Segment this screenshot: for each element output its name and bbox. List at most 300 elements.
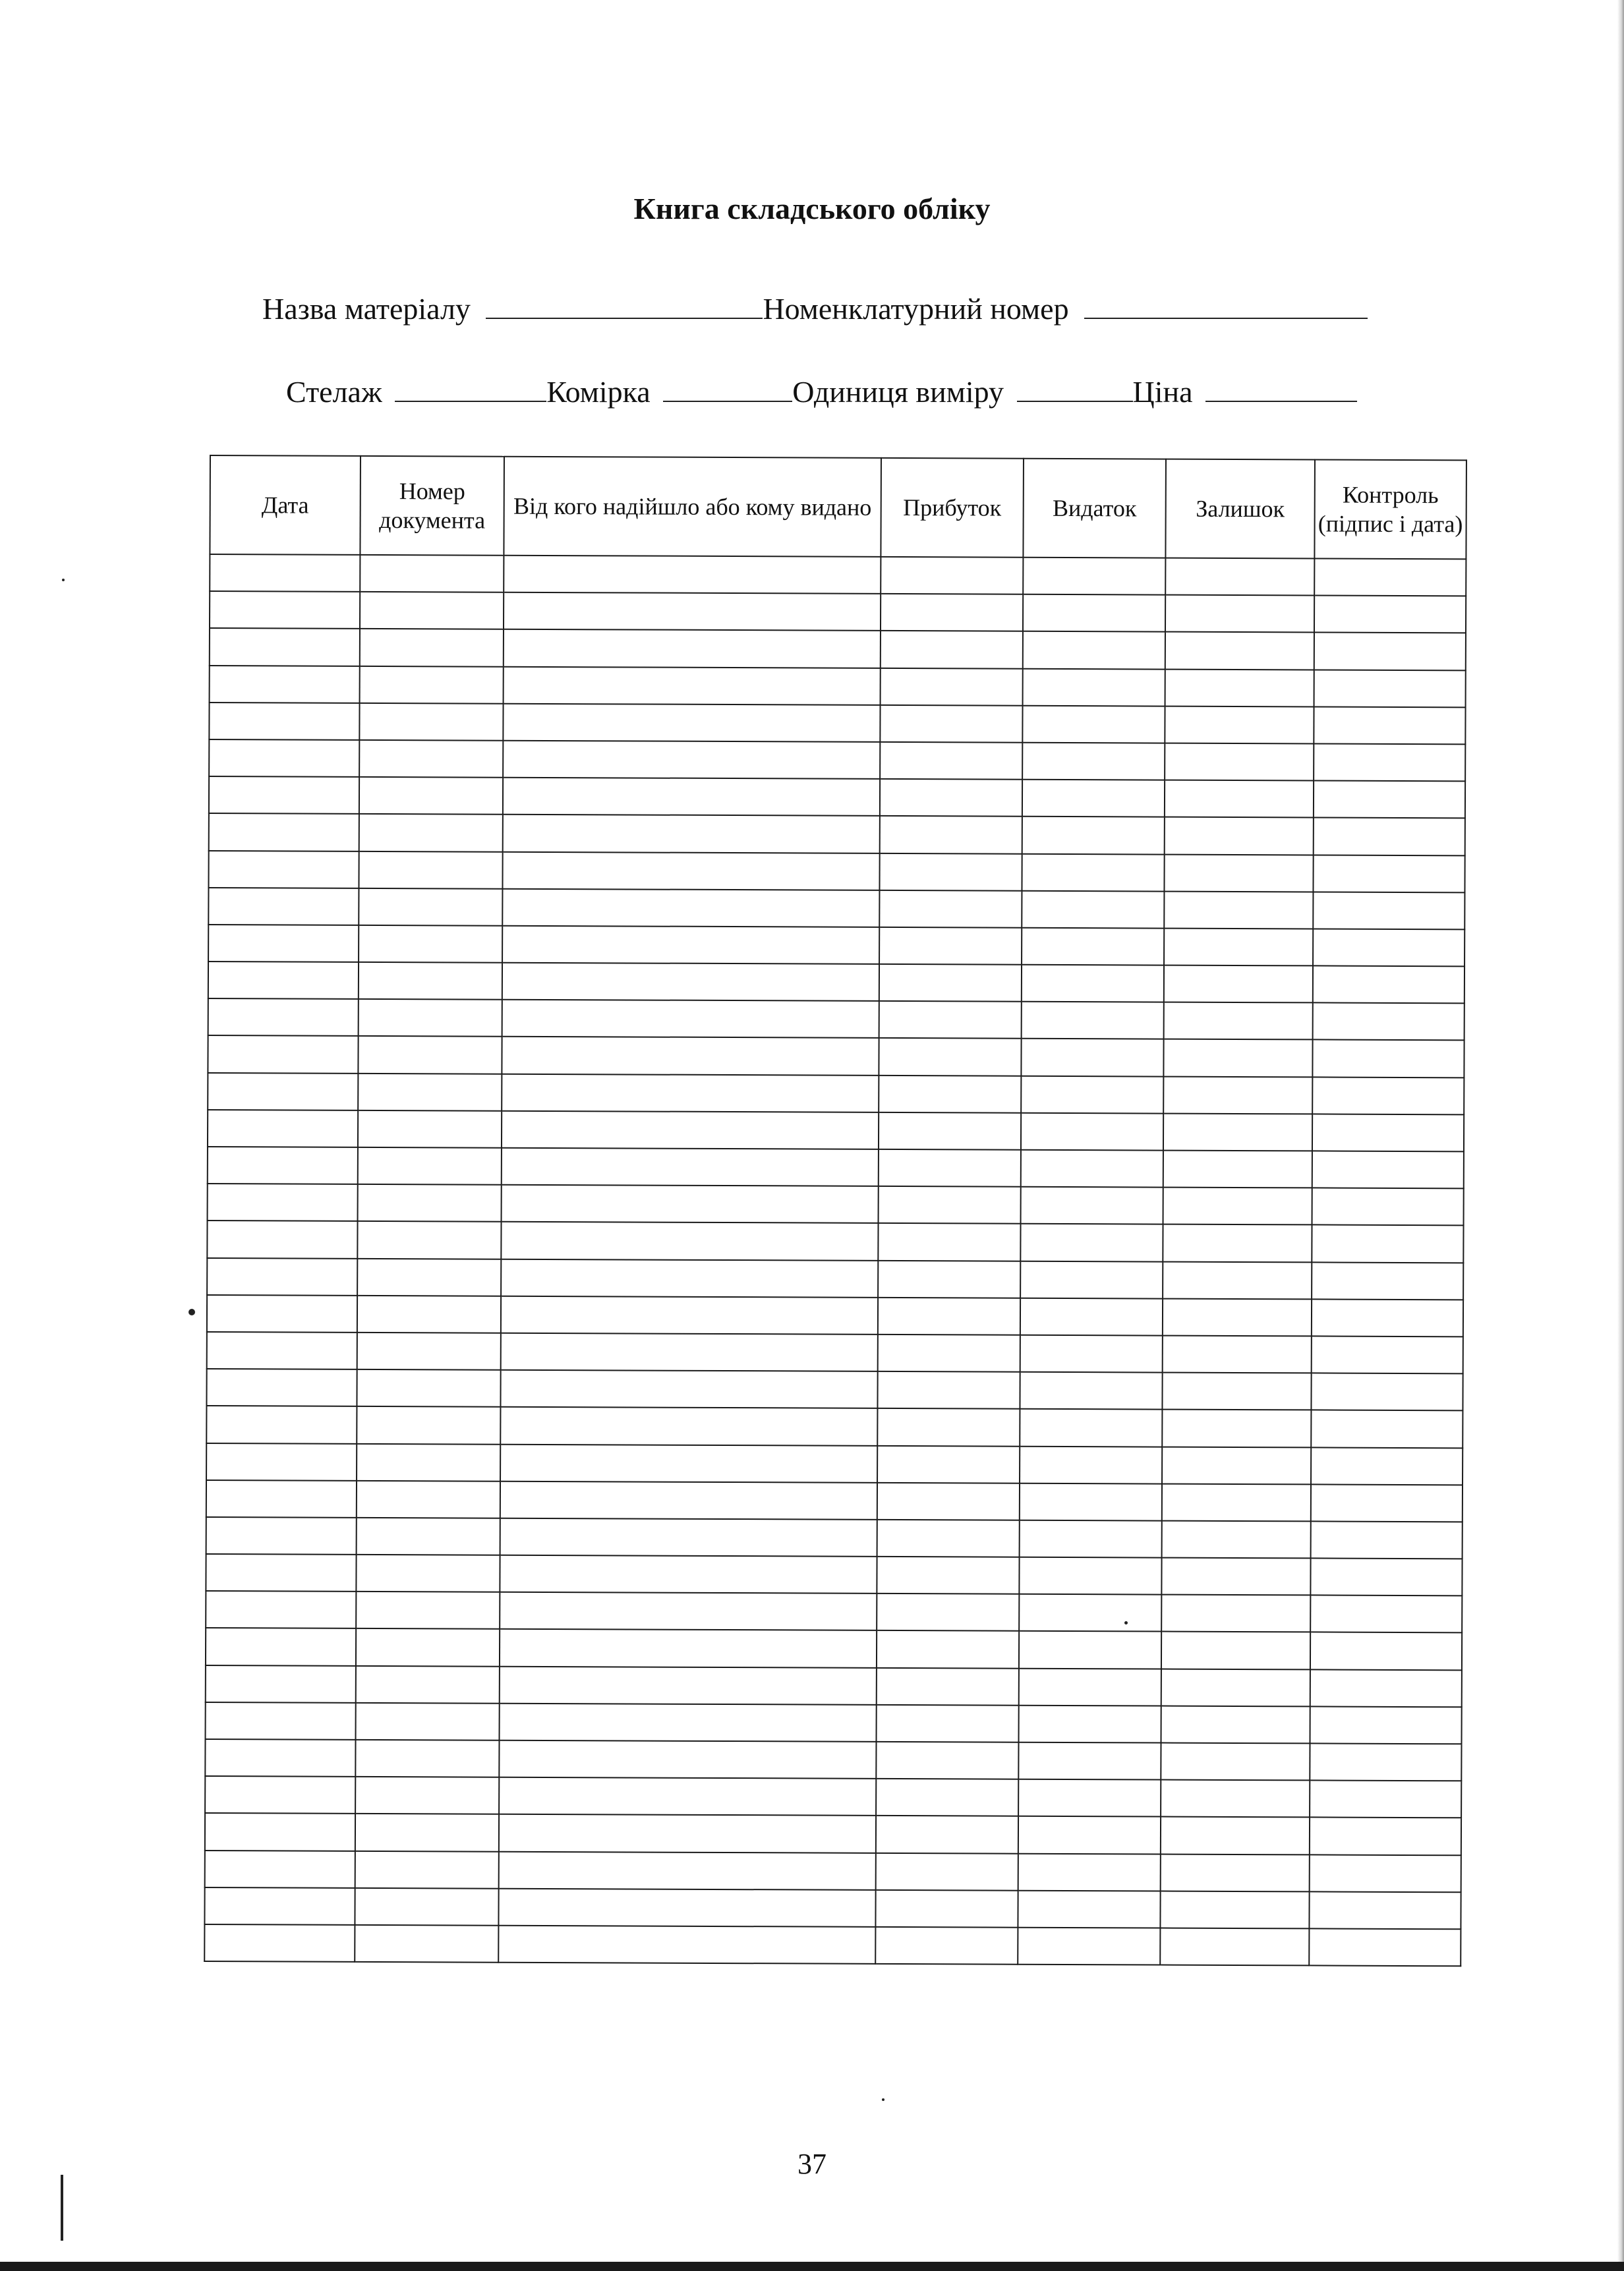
table-cell[interactable]: [1165, 595, 1314, 633]
table-cell[interactable]: [876, 1779, 1018, 1816]
table-cell[interactable]: [204, 1887, 355, 1925]
table-cell[interactable]: [1165, 706, 1314, 743]
table-cell[interactable]: [1022, 743, 1165, 780]
table-cell[interactable]: [1161, 1854, 1310, 1891]
table-cell[interactable]: [1310, 1669, 1462, 1707]
table-row: [208, 925, 1464, 967]
table-cell[interactable]: [1163, 1298, 1312, 1336]
table-cell[interactable]: [205, 1851, 355, 1888]
table-cell[interactable]: [1022, 928, 1164, 965]
table-cell[interactable]: [1312, 1040, 1464, 1078]
table-cell[interactable]: [1018, 1890, 1160, 1928]
field-blank-unit[interactable]: [1017, 373, 1133, 402]
table-cell[interactable]: [502, 851, 879, 890]
table-cell[interactable]: [1314, 706, 1465, 744]
table-cell[interactable]: [204, 1924, 355, 1962]
table-cell[interactable]: [208, 1073, 358, 1110]
table-cell[interactable]: [500, 1518, 877, 1557]
table-cell[interactable]: [210, 591, 360, 629]
table-cell[interactable]: [1021, 1039, 1163, 1076]
table-cell[interactable]: [206, 1554, 356, 1592]
table-cell[interactable]: [504, 629, 881, 668]
table-cell[interactable]: [1162, 1447, 1311, 1484]
table-cell[interactable]: [875, 1890, 1018, 1928]
table-cell[interactable]: [500, 1407, 877, 1445]
table-cell[interactable]: [356, 1703, 500, 1740]
table-cell[interactable]: [1311, 1521, 1463, 1559]
table-cell[interactable]: [207, 1332, 357, 1369]
table-cell[interactable]: [1163, 1113, 1312, 1151]
table-cell[interactable]: [1019, 1594, 1161, 1632]
table-row: [208, 850, 1464, 892]
table-cell[interactable]: [208, 962, 359, 999]
table-cell[interactable]: [359, 740, 503, 778]
table-cell[interactable]: [499, 1851, 876, 1889]
table-cell[interactable]: [877, 1445, 1020, 1483]
table-cell[interactable]: [356, 1628, 500, 1666]
table-cell[interactable]: [877, 1483, 1020, 1520]
table-cell[interactable]: [359, 703, 503, 741]
table-header-row: [210, 455, 1466, 559]
table-cell[interactable]: [1310, 1781, 1461, 1818]
column-header-expense: Видаток: [1023, 459, 1166, 558]
table-cell[interactable]: [357, 1406, 500, 1444]
table-cell[interactable]: [1309, 1891, 1461, 1929]
table-cell[interactable]: [1165, 780, 1314, 818]
table-cell[interactable]: [1310, 1743, 1461, 1781]
table-cell[interactable]: [500, 1481, 877, 1519]
table-cell[interactable]: [1020, 1261, 1163, 1298]
table-cell[interactable]: [877, 1520, 1020, 1557]
table-cell[interactable]: [499, 1777, 876, 1816]
table-cell[interactable]: [205, 1813, 355, 1851]
table-cell[interactable]: [359, 851, 502, 888]
table-cell[interactable]: [358, 1110, 502, 1148]
table-cell[interactable]: [1022, 780, 1165, 817]
table-cell[interactable]: [880, 705, 1022, 743]
table-cell[interactable]: [358, 1073, 502, 1110]
table-cell[interactable]: [877, 1668, 1019, 1706]
table-cell[interactable]: [502, 1000, 879, 1038]
table-cell[interactable]: [500, 1629, 877, 1667]
table-cell[interactable]: [1018, 1816, 1161, 1854]
table-cell[interactable]: [880, 816, 1022, 853]
table-cell[interactable]: [1164, 891, 1313, 929]
table-cell[interactable]: [1161, 1669, 1310, 1706]
table-cell[interactable]: [1161, 1632, 1310, 1669]
table-cell[interactable]: [1314, 818, 1465, 855]
field-blank-material-name[interactable]: [486, 290, 763, 319]
table-cell[interactable]: [1163, 1224, 1312, 1262]
table-cell[interactable]: [1313, 1003, 1464, 1041]
table-cell[interactable]: [356, 1665, 500, 1703]
table-cell[interactable]: [1163, 1151, 1312, 1188]
table-cell[interactable]: [1019, 1557, 1161, 1595]
table-cell[interactable]: [1160, 1891, 1309, 1928]
table-row: [210, 554, 1466, 596]
table-cell[interactable]: [1310, 1818, 1461, 1855]
table-cell[interactable]: [500, 1370, 877, 1408]
field-blank-cell[interactable]: [663, 373, 792, 402]
table-row: [206, 1702, 1462, 1744]
table-cell[interactable]: [1020, 1372, 1162, 1410]
table-cell[interactable]: [500, 1444, 877, 1482]
table-cell[interactable]: [358, 1184, 502, 1222]
table-cell[interactable]: [502, 926, 879, 964]
table-cell[interactable]: [360, 666, 504, 703]
table-cell[interactable]: [879, 1038, 1021, 1076]
table-cell[interactable]: [1313, 929, 1464, 966]
table-cell[interactable]: [1313, 892, 1464, 929]
table-cell[interactable]: [206, 1369, 357, 1406]
table-cell[interactable]: [357, 1296, 501, 1333]
table-cell[interactable]: [504, 592, 881, 631]
table-cell[interactable]: [1161, 1558, 1310, 1595]
table-cell[interactable]: [1162, 1520, 1311, 1558]
table-cell[interactable]: [1314, 558, 1466, 596]
table-cell[interactable]: [359, 777, 503, 815]
scan-edge-mark: [61, 2175, 63, 2241]
table-cell[interactable]: [1020, 1483, 1162, 1520]
table-cell[interactable]: [881, 631, 1023, 668]
column-header-income: Прибуток: [881, 458, 1024, 558]
field-label-price: Ціна: [1132, 375, 1193, 409]
table-cell[interactable]: [205, 1776, 355, 1814]
table-cell[interactable]: [881, 557, 1023, 594]
table-cell[interactable]: [1311, 1373, 1463, 1411]
table-cell[interactable]: [876, 1816, 1018, 1853]
table-cell[interactable]: [502, 888, 879, 927]
table-cell[interactable]: [1021, 1113, 1163, 1151]
table-cell[interactable]: [1018, 1928, 1160, 1965]
table-cell[interactable]: [1022, 965, 1164, 1002]
column-header-from-whom-to-whom: Від кого надійшло або кому видано: [504, 457, 881, 557]
table-cell[interactable]: [1022, 705, 1165, 743]
table-cell[interactable]: [877, 1371, 1020, 1409]
table-cell[interactable]: [1161, 1780, 1310, 1818]
table-cell[interactable]: [206, 1702, 356, 1740]
table-cell[interactable]: [359, 814, 503, 851]
table-cell[interactable]: [1164, 854, 1313, 892]
table-cell[interactable]: [501, 1259, 878, 1297]
table-cell[interactable]: [355, 1851, 499, 1888]
table-cell[interactable]: [1019, 1631, 1161, 1669]
table-cell[interactable]: [879, 1001, 1022, 1039]
table-cell[interactable]: [502, 1148, 879, 1186]
fields-row-material: [262, 290, 1368, 326]
table-cell[interactable]: [1161, 1595, 1310, 1632]
table-cell[interactable]: [879, 890, 1022, 928]
table-row: [208, 1147, 1464, 1189]
table-cell[interactable]: [210, 554, 360, 592]
table-cell[interactable]: [877, 1594, 1019, 1631]
table-cell[interactable]: [1161, 1817, 1310, 1854]
table-cell[interactable]: [502, 1074, 879, 1112]
table-cell[interactable]: [1310, 1706, 1462, 1744]
table-cell[interactable]: [878, 1223, 1020, 1261]
table-cell[interactable]: [357, 1258, 501, 1296]
table-cell[interactable]: [877, 1557, 1019, 1594]
table-cell[interactable]: [1312, 1262, 1463, 1300]
field-blank-nomenclature-number[interactable]: [1084, 290, 1368, 319]
table-cell[interactable]: [501, 1296, 878, 1334]
table-cell[interactable]: [1165, 817, 1314, 855]
table-cell[interactable]: [357, 1333, 501, 1370]
table-cell[interactable]: [1161, 1706, 1310, 1743]
table-cell[interactable]: [1309, 1928, 1461, 1966]
table-cell[interactable]: [1314, 596, 1466, 633]
table-cell[interactable]: [355, 1814, 499, 1851]
table-cell[interactable]: [1165, 669, 1314, 706]
field-blank-price[interactable]: [1205, 373, 1357, 402]
table-cell[interactable]: [1310, 1595, 1462, 1633]
table-cell[interactable]: [208, 1110, 358, 1147]
table-cell[interactable]: [208, 1147, 358, 1184]
table-cell[interactable]: [503, 815, 880, 853]
table-cell[interactable]: [360, 629, 504, 666]
table-cell[interactable]: [1023, 558, 1165, 595]
table-cell[interactable]: [1164, 1002, 1313, 1040]
table-cell[interactable]: [880, 742, 1022, 780]
table-cell[interactable]: [878, 1298, 1020, 1335]
table-cell[interactable]: [355, 1925, 498, 1963]
table-cell[interactable]: [1018, 1742, 1161, 1780]
table-cell[interactable]: [1020, 1335, 1163, 1373]
table-cell[interactable]: [357, 1518, 500, 1555]
table-cell[interactable]: [1020, 1446, 1162, 1483]
table-cell[interactable]: [206, 1443, 357, 1480]
table-row: [208, 1184, 1464, 1226]
table-cell[interactable]: [1310, 1854, 1461, 1892]
table-cell[interactable]: [1162, 1483, 1311, 1521]
table-cell[interactable]: [360, 555, 504, 592]
table-cell[interactable]: [205, 1739, 355, 1777]
table-cell[interactable]: [500, 1666, 877, 1704]
table-cell[interactable]: [1020, 1224, 1163, 1261]
table-cell[interactable]: [1314, 633, 1466, 670]
table-cell[interactable]: [1312, 1151, 1464, 1188]
table-cell[interactable]: [1311, 1484, 1463, 1522]
table-cell[interactable]: [1023, 594, 1165, 632]
table-row: [206, 1480, 1463, 1522]
table-cell[interactable]: [1165, 632, 1314, 670]
scan-speck: [188, 1309, 195, 1315]
table-cell[interactable]: [358, 1036, 502, 1074]
table-cell[interactable]: [357, 1369, 500, 1407]
table-cell[interactable]: [500, 1592, 877, 1630]
field-label-material-name: Назва матеріалу: [262, 292, 471, 326]
table-cell[interactable]: [1018, 1853, 1161, 1891]
table-cell[interactable]: [501, 1333, 878, 1371]
table-cell[interactable]: [1163, 1188, 1312, 1225]
table-cell[interactable]: [1020, 1409, 1162, 1447]
table-cell[interactable]: [1313, 965, 1464, 1003]
table-cell[interactable]: [208, 925, 359, 962]
table-cell[interactable]: [358, 1147, 502, 1185]
table-cell[interactable]: [879, 1076, 1021, 1113]
table-cell[interactable]: [206, 1406, 357, 1443]
table-cell[interactable]: [359, 962, 502, 1000]
table-cell[interactable]: [1160, 1928, 1309, 1965]
table-cell[interactable]: [1312, 1114, 1464, 1151]
table-cell[interactable]: [1314, 781, 1465, 819]
table-cell[interactable]: [877, 1705, 1019, 1742]
table-cell[interactable]: [1018, 1779, 1161, 1817]
table-cell[interactable]: [359, 999, 502, 1037]
table-cell[interactable]: [498, 1926, 875, 1964]
table-row: [205, 1739, 1461, 1781]
table-cell[interactable]: [1022, 1002, 1164, 1039]
table-cell[interactable]: [207, 1295, 357, 1333]
table-cell[interactable]: [208, 850, 359, 888]
table-cell[interactable]: [1165, 743, 1314, 781]
table-cell[interactable]: [356, 1555, 500, 1592]
table-row: [206, 1517, 1463, 1559]
table-cell[interactable]: [875, 1927, 1018, 1965]
table-cell[interactable]: [206, 1591, 356, 1628]
table-cell[interactable]: [1164, 965, 1313, 1003]
table-cell[interactable]: [206, 1628, 356, 1665]
table-cell[interactable]: [359, 925, 502, 963]
table-cell[interactable]: [1020, 1520, 1162, 1558]
table-cell[interactable]: [206, 1665, 356, 1703]
table-cell[interactable]: [210, 628, 360, 666]
table-cell[interactable]: [876, 1853, 1018, 1890]
table-cell[interactable]: [504, 556, 881, 594]
table-cell[interactable]: [1314, 743, 1465, 781]
table-cell[interactable]: [499, 1740, 876, 1779]
table-cell[interactable]: [1161, 1743, 1310, 1781]
table-cell[interactable]: [207, 1258, 357, 1296]
table-row: [204, 1887, 1461, 1930]
table-cell[interactable]: [1312, 1299, 1463, 1337]
table-cell[interactable]: [1022, 853, 1164, 891]
table-cell[interactable]: [1312, 1225, 1463, 1263]
table-cell[interactable]: [206, 1517, 357, 1555]
table-cell[interactable]: [1162, 1410, 1311, 1447]
field-label-nomenclature-number: Номенклатурний номер: [763, 292, 1069, 326]
table-cell[interactable]: [1311, 1447, 1463, 1485]
table-cell[interactable]: [356, 1592, 500, 1629]
table-row: [205, 1851, 1461, 1893]
table-row: [205, 1776, 1461, 1818]
table-cell[interactable]: [877, 1630, 1019, 1668]
table-cell[interactable]: [359, 888, 502, 926]
table-cell[interactable]: [499, 1814, 876, 1853]
table-cell[interactable]: [1163, 1261, 1312, 1299]
table-cell[interactable]: [1313, 855, 1464, 892]
table-cell[interactable]: [1022, 817, 1165, 854]
table-cell[interactable]: [1023, 631, 1165, 669]
document-title: Книга складського обліку: [633, 192, 991, 225]
table-cell[interactable]: [876, 1742, 1018, 1779]
table-cell[interactable]: [503, 778, 880, 816]
table-cell[interactable]: [1163, 1335, 1312, 1373]
table-cell[interactable]: [1022, 890, 1164, 928]
table-cell[interactable]: [1020, 1298, 1163, 1335]
table-cell[interactable]: [206, 1480, 357, 1518]
table-cell[interactable]: [1162, 1373, 1311, 1410]
table-cell[interactable]: [1312, 1336, 1463, 1373]
table-cell[interactable]: [879, 964, 1022, 1002]
table-cell[interactable]: [877, 1408, 1020, 1446]
table-cell[interactable]: [1021, 1076, 1163, 1113]
table-cell[interactable]: [1023, 668, 1165, 706]
table-cell[interactable]: [357, 1443, 500, 1481]
table-cell[interactable]: [504, 666, 881, 704]
table-cell[interactable]: [878, 1260, 1020, 1298]
table-cell[interactable]: [1165, 558, 1314, 596]
table-cell[interactable]: [879, 927, 1022, 965]
table-cell[interactable]: [502, 963, 879, 1001]
table-cell[interactable]: [357, 1221, 501, 1259]
table-cell[interactable]: [209, 703, 359, 740]
table-cell[interactable]: [1311, 1410, 1463, 1448]
table-cell[interactable]: [502, 1111, 879, 1149]
table-cell[interactable]: [878, 1335, 1020, 1372]
table-cell[interactable]: [355, 1740, 499, 1777]
table-cell[interactable]: [1164, 928, 1313, 965]
table-cell[interactable]: [355, 1888, 498, 1926]
table-cell[interactable]: [503, 741, 880, 779]
table-cell[interactable]: [210, 666, 360, 703]
table-cell[interactable]: [1021, 1187, 1163, 1224]
table-cell[interactable]: [360, 592, 504, 629]
field-blank-rack[interactable]: [395, 373, 546, 402]
table-row: [207, 1332, 1463, 1374]
table-cell[interactable]: [501, 1222, 878, 1260]
table-cell[interactable]: [207, 1221, 357, 1258]
table-cell[interactable]: [208, 998, 359, 1036]
table-row: [206, 1406, 1463, 1448]
table-cell[interactable]: [1163, 1039, 1312, 1077]
table-cell[interactable]: [1163, 1076, 1312, 1114]
table-cell[interactable]: [879, 1186, 1021, 1224]
table-cell[interactable]: [880, 779, 1022, 817]
table-cell[interactable]: [879, 1112, 1021, 1150]
column-header-date: Дата: [210, 455, 361, 555]
table-cell[interactable]: [208, 888, 359, 925]
table-cell[interactable]: [209, 739, 359, 777]
table-cell[interactable]: [209, 776, 359, 814]
table-cell[interactable]: [209, 813, 359, 851]
table-row: [206, 1665, 1462, 1708]
scan-speck: [62, 579, 65, 581]
table-cell[interactable]: [355, 1777, 499, 1814]
table-cell[interactable]: [879, 853, 1022, 890]
table-cell[interactable]: [208, 1184, 358, 1221]
table-cell[interactable]: [208, 1035, 358, 1073]
table-cell[interactable]: [1021, 1150, 1163, 1188]
table-cell[interactable]: [500, 1555, 877, 1594]
table-cell[interactable]: [1310, 1632, 1462, 1670]
table-cell[interactable]: [1312, 1188, 1464, 1226]
table-cell[interactable]: [879, 1149, 1021, 1187]
table-cell[interactable]: [881, 594, 1023, 631]
table-cell[interactable]: [1019, 1706, 1161, 1743]
table-cell[interactable]: [881, 668, 1023, 705]
table-cell[interactable]: [1019, 1668, 1161, 1706]
table-cell[interactable]: [502, 1037, 879, 1075]
table-cell[interactable]: [357, 1481, 500, 1518]
table-cell[interactable]: [1310, 1558, 1462, 1595]
table-cell[interactable]: [1314, 670, 1466, 707]
table-cell[interactable]: [500, 1704, 877, 1742]
table-cell[interactable]: [1312, 1077, 1464, 1114]
table-cell[interactable]: [498, 1888, 875, 1926]
table-cell[interactable]: [503, 703, 880, 741]
table-cell[interactable]: [502, 1185, 879, 1223]
